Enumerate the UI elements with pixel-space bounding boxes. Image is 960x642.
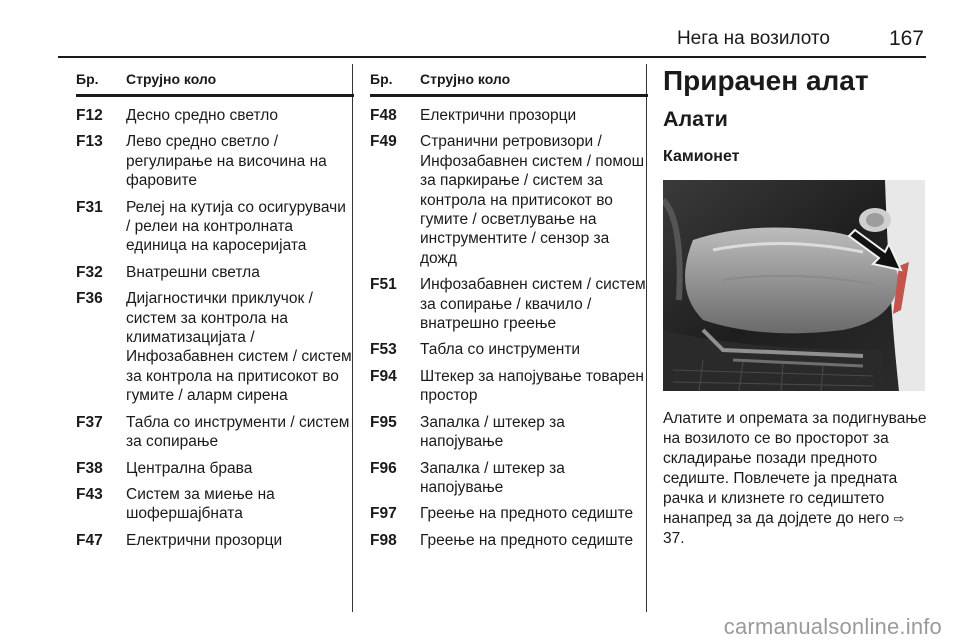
fuse-circuit: Штекер за напојување товарен простор xyxy=(420,367,644,405)
fuse-number: F48 xyxy=(370,107,397,124)
watermark: carmanualsonline.info xyxy=(723,614,942,639)
fuse-circuit: Табла со инструменти xyxy=(420,341,581,359)
fuse-row xyxy=(76,132,354,190)
column-header-number: Бр. xyxy=(370,71,393,87)
fuse-row xyxy=(76,289,354,405)
fuse-circuit: Систем за миење на шофершајбната xyxy=(126,485,275,523)
fuse-number: F98 xyxy=(370,531,397,549)
fuse-row xyxy=(370,504,648,523)
fuse-circuit: Централна брава xyxy=(126,459,253,477)
column-header-number: Бр. xyxy=(76,71,99,87)
fuse-row xyxy=(76,263,354,282)
fuse-circuit: Електрични прозорци xyxy=(126,531,283,549)
fuse-row xyxy=(76,459,354,478)
fuse-row xyxy=(76,106,354,125)
fuse-row xyxy=(76,198,354,256)
fuse-number: F95 xyxy=(370,413,397,431)
header-title: Нега на возилото xyxy=(676,28,830,49)
vehicle-type-title: Камионет xyxy=(663,148,740,165)
section-title: Прирачен алат xyxy=(663,65,869,96)
tools-section xyxy=(663,64,928,549)
fuse-number: F53 xyxy=(370,341,397,359)
page-reference[interactable]: 37. xyxy=(663,530,685,547)
fuse-row xyxy=(370,459,648,498)
page-header xyxy=(58,20,926,58)
page-reference-icon: ⇨ xyxy=(893,511,905,526)
fuse-table-middle xyxy=(370,66,648,550)
fuse-circuit: Внатрешни светла xyxy=(126,263,260,281)
fuse-list xyxy=(370,106,648,550)
fuse-circuit: Запалка / штекер за напојување xyxy=(420,413,565,451)
fuse-row xyxy=(76,531,354,550)
subsection-title: Алати xyxy=(663,107,728,131)
fuse-number: F96 xyxy=(370,459,397,477)
fuse-circuit: Електрични прозорци xyxy=(420,107,577,124)
fuse-table-left xyxy=(76,66,354,550)
fuse-circuit: Запалка / штекер за напојување xyxy=(420,459,565,496)
fuse-row xyxy=(76,413,354,452)
fuse-number: F38 xyxy=(76,459,103,477)
fuse-row xyxy=(370,413,648,452)
column-header-circuit: Струјно коло xyxy=(420,71,511,87)
fuse-number: F12 xyxy=(76,107,103,124)
fuse-list xyxy=(76,106,354,550)
fuse-circuit: Десно средно светло xyxy=(126,107,279,124)
fuse-circuit: Релеј на кутија со осигурувачи / релеи на контролната единица на каросеријата xyxy=(126,198,346,255)
fuse-circuit: Дијагностички приклучок / систем за контрола на климатизацијата / Инфозабавнен систем / систем за контрола на притисокот во гумите / аларм сирена xyxy=(126,290,352,405)
fuse-number: F37 xyxy=(76,413,103,431)
column-header-circuit: Струјно коло xyxy=(126,71,217,87)
fuse-row xyxy=(370,531,648,550)
fuse-circuit: Табла со инструменти / систем за сопирање xyxy=(126,413,350,451)
fuse-row xyxy=(370,132,648,268)
fuse-circuit: Греење на предното седиште xyxy=(420,531,634,549)
table-header xyxy=(76,66,354,97)
fuse-circuit: Инфозабавнен систем / систем за сопирање / квачило / внатрешно греење xyxy=(420,276,646,333)
fuse-number: F94 xyxy=(370,367,397,385)
table-header xyxy=(370,66,648,97)
fuse-row xyxy=(370,106,648,125)
fuse-row xyxy=(370,367,648,406)
page-number: 167 xyxy=(888,27,924,50)
fuse-row xyxy=(370,340,648,359)
fuse-number: F43 xyxy=(76,485,103,503)
fuse-number: F31 xyxy=(76,198,103,216)
fuse-circuit: Греење на предното седиште xyxy=(420,505,634,523)
seat-tool-photo xyxy=(663,180,925,391)
fuse-number: F13 xyxy=(76,133,103,151)
fuse-row xyxy=(76,485,354,524)
fuse-circuit: Лево средно светло / регулирање на височина на фаровите xyxy=(126,133,327,190)
fuse-row xyxy=(370,275,648,333)
fuse-number: F36 xyxy=(76,290,103,308)
fuse-number: F49 xyxy=(370,133,397,151)
fuse-number: F32 xyxy=(76,263,103,281)
fuse-number: F47 xyxy=(76,531,103,549)
fuse-number: F51 xyxy=(370,276,397,294)
tools-description xyxy=(663,409,928,549)
fuse-number: F97 xyxy=(370,505,397,523)
tools-paragraph: Алатите и опремата за подигнување на возилото се во просторот за складирање позади предното седиште. Повлечете ја предната рачка и клизнете го седиштето нанапред за да дојдете до него xyxy=(663,410,927,527)
fuse-circuit: Странични ретровизори / Инфозабавнен систем / помош за паркирање / систем за контрола на притисокот во гумите / осветлување на инструментите / сензор за дожд xyxy=(420,133,645,267)
